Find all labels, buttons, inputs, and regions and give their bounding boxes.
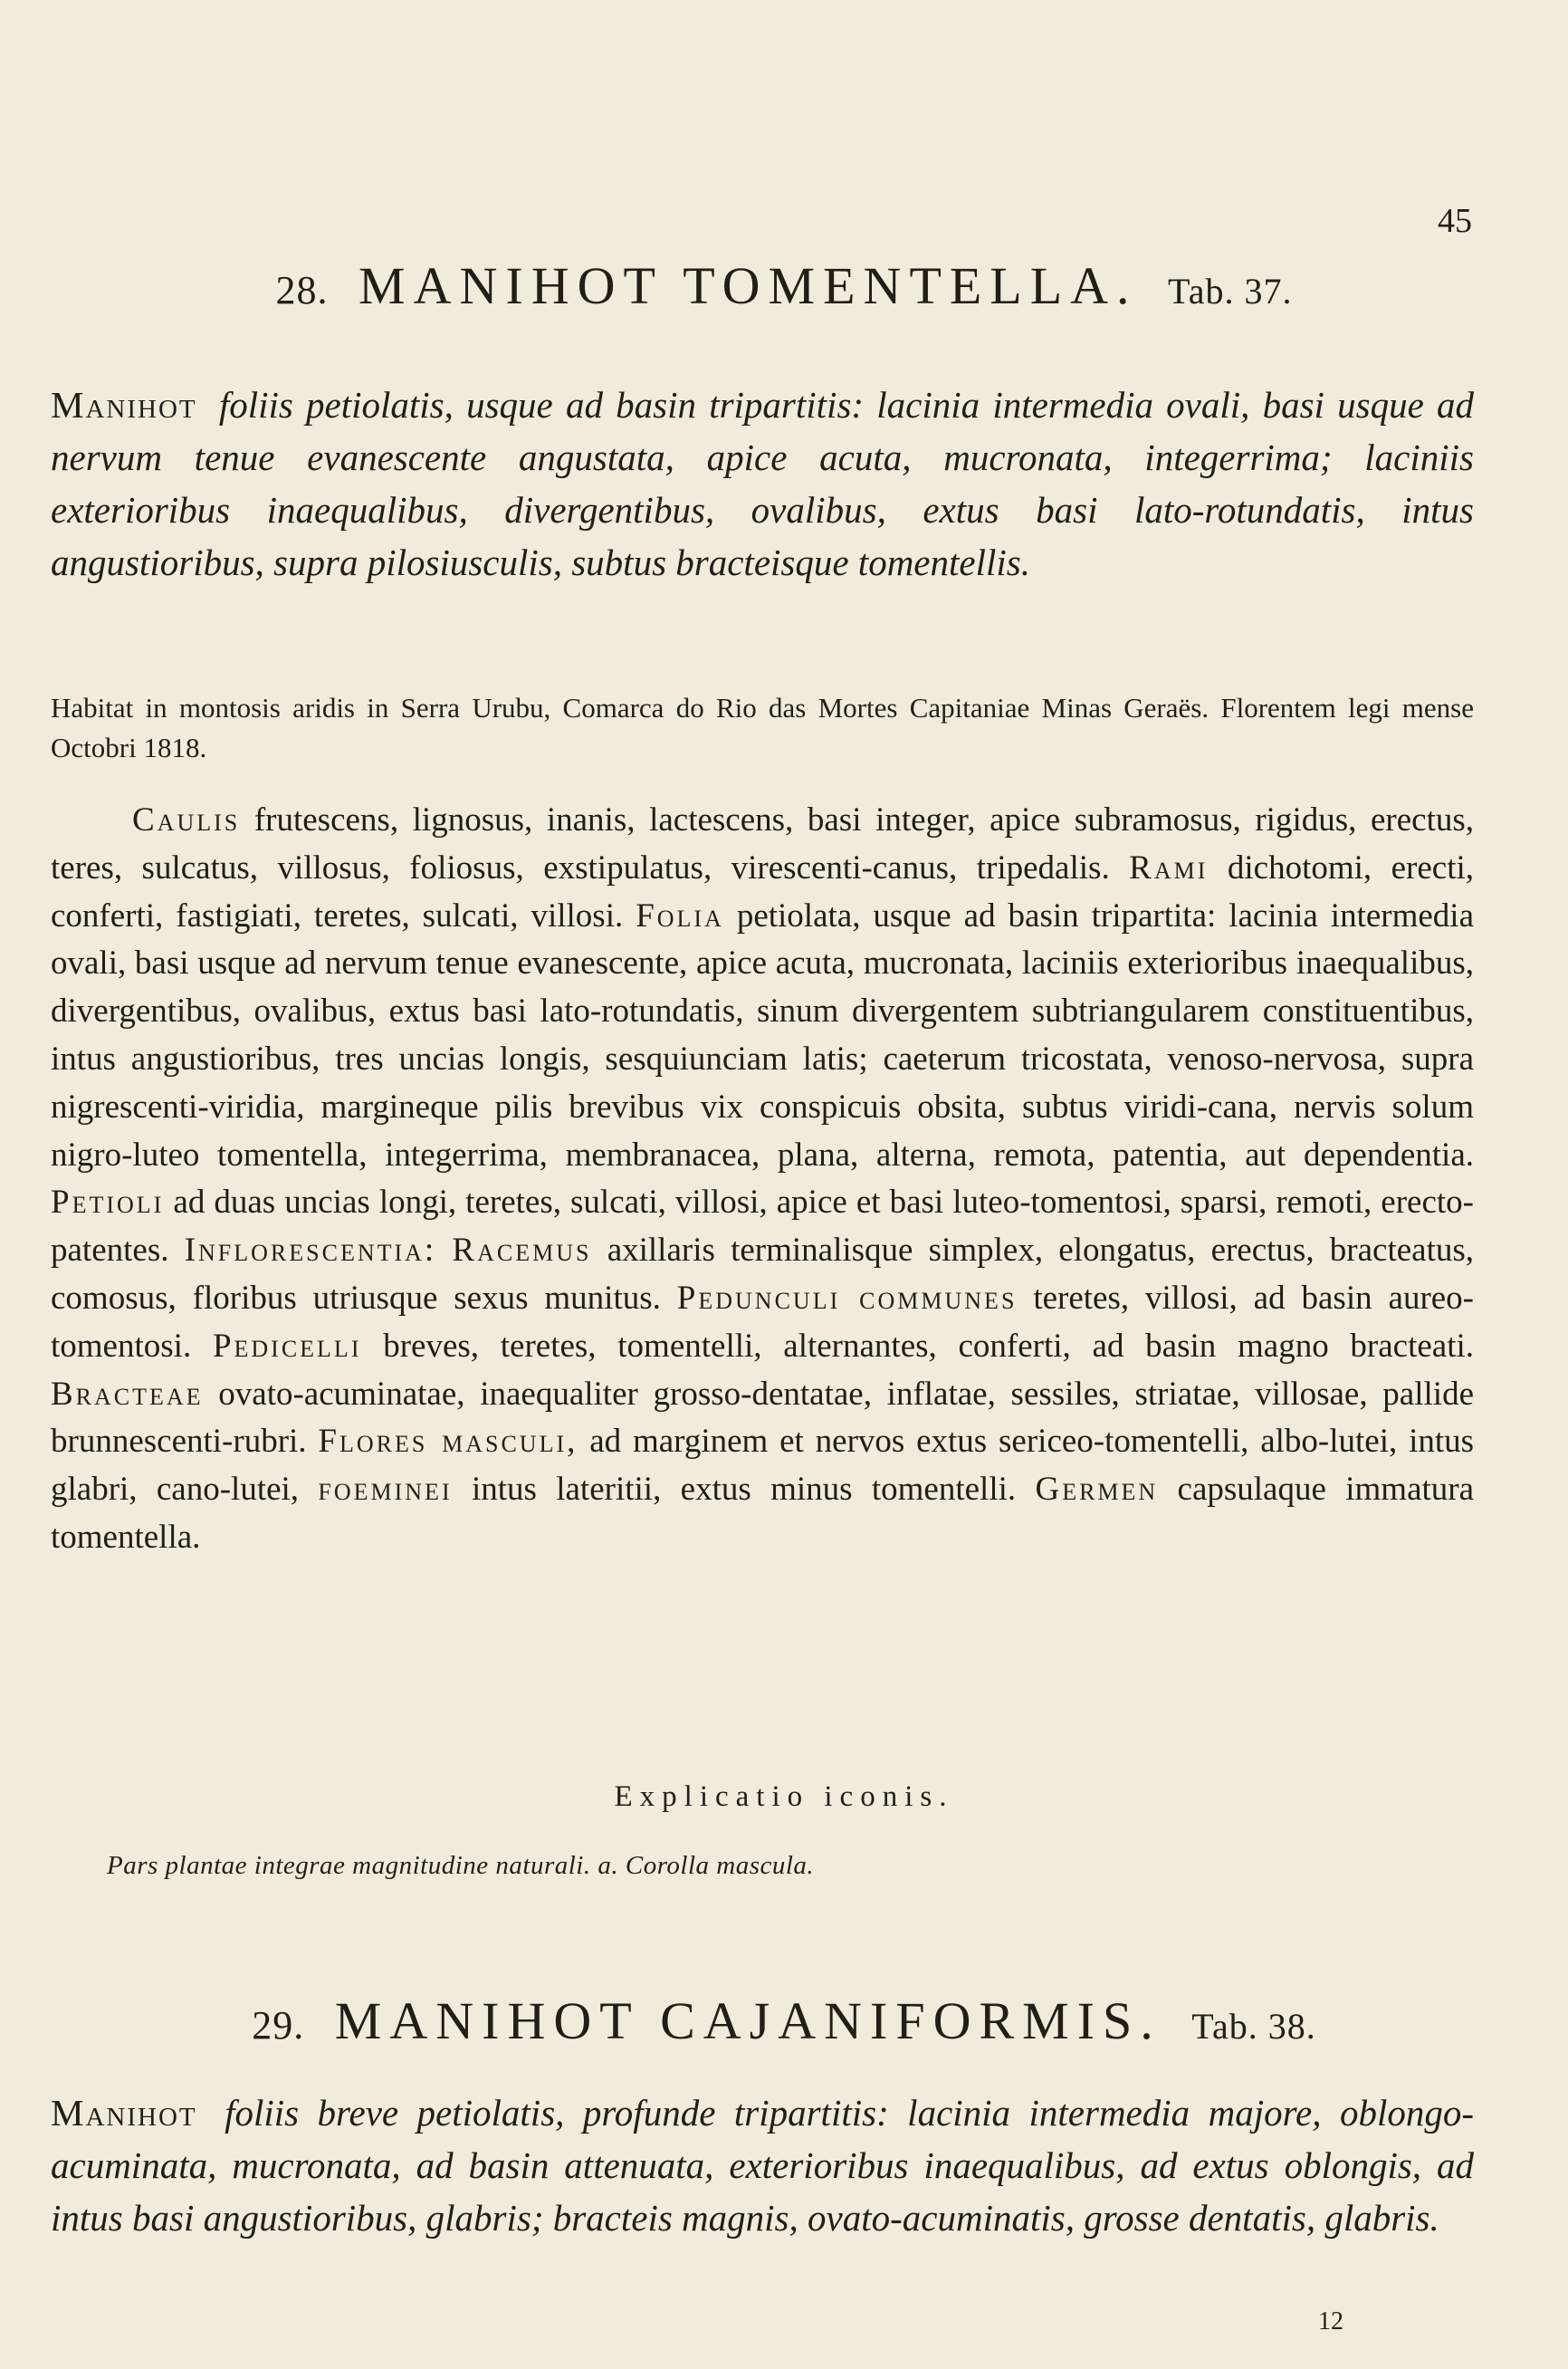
germen-label: Germen <box>1035 1471 1159 1509</box>
folia-text: petiolata, usque ad basin tripartita: lacinia intermedia ovali, basi usque ad nervum tenue evanescente, apice acuta, mucronata, laciniis exterioribus inaequalibus, divergentibus, ovalibus, extus basi lato-rotundatis, sinum divergentem subtriangularem constituentibus, intus angustioribus, tres uncias longis, sesquiunciam latis; caeterum tricostata, venoso-nervosa, supra nigrescenti-viridia, margineque pilis brevibus vix conspicuis obsita, subtus viridi-cana, nervis solum nigro-luteo tomentella, integerrima, membranacea, plana, alterna, remota, patentia, aut dependentia. <box>51 897 1474 1174</box>
species-28-plate-ref: Tab. 37. <box>1168 271 1293 312</box>
species-28-description <box>51 797 1474 1562</box>
pedicelli-text: breves, teretes, tomentelli, alternantes, conferti, ad basin magno bracteati. <box>383 1327 1475 1365</box>
caulis-text: frutescens, lignosus, inanis, lactescens, basi integer, apice subramosus, rigidus, erectus, teres, sulcatus, villosus, foliosus, exstipulatus, virescenti-canus, tripedalis. <box>51 801 1474 887</box>
rami-label: Rami <box>1129 849 1209 887</box>
flores-text: ad marginem et nervos extus sericeo-tomentelli, albo-lutei, intus glabri, cano-lutei, <box>51 1423 1475 1509</box>
species-29-heading <box>0 1990 1568 2051</box>
species-29-name: MANIHOT CAJANIFORMIS. <box>334 1991 1162 2050</box>
sheet-signature: 12 <box>1318 2307 1343 2335</box>
bracteae-text: ovato-acuminatae, inaequaliter grosso-dentatae, inflatae, sessiles, striatae, villosae, pallide brunnescenti-rubri. <box>51 1375 1474 1461</box>
species-29-diagnosis-text: foliis breve petiolatis, profunde tripartitis: lacinia intermedia majore, oblongo-acuminata, mucronata, ad basin attenuata, exterioribus inaequalibus, ad extus oblongis, ad intus basi angustioribus, glabris; bracteis magnis, ovato-acuminatis, grosse dentatis, glabris. <box>51 2092 1474 2239</box>
page-number: 45 <box>1438 202 1472 240</box>
species-29-plate-ref: Tab. 38. <box>1191 2006 1316 2047</box>
petioli-label: Petioli <box>51 1184 165 1222</box>
pedicelli-label: Pedicelli <box>212 1327 362 1365</box>
pedunculi-text: teretes, villosi, ad basin aureo-tomentosi. <box>51 1279 1475 1365</box>
foeminei-label: foeminei <box>318 1471 453 1509</box>
explicatio-heading: Explicatio iconis. <box>614 1780 954 1813</box>
flores-label: Flores masculi, <box>318 1423 578 1461</box>
caulis-label: Caulis <box>132 801 241 839</box>
bracteae-label: Bracteae <box>51 1375 204 1413</box>
foeminei-text: intus lateritii, extus minus tomentelli. <box>471 1471 1017 1509</box>
folia-label: Folia <box>636 897 724 935</box>
species-28-genus: Manihot <box>51 384 197 426</box>
pedunculi-label: Pedunculi communes <box>676 1279 1018 1317</box>
racemus-label: Racemus <box>452 1232 592 1270</box>
rami-text: dichotomi, erecti, conferti, fastigiati, teretes, sulcati, villosi. <box>51 849 1475 935</box>
species-28-diagnosis <box>51 379 1474 589</box>
species-29-genus: Manihot <box>51 2092 197 2134</box>
explicatio-text: Pars plantae integrae magnitudine naturali. a. Corolla mascula. <box>107 1851 815 1880</box>
species-28-diagnosis-text: foliis petiolatis, usque ad basin tripartitis: lacinia intermedia ovali, basi usque ad nervum tenue evanescente angustata, apice acuta, mucronata, integerrima; laciniis exterioribus inaequalibus, divergentibus, ovalibus, extus basi lato-rotundatis, intus angustioribus, supra pilosiusculis, subtus bracteisque tomentellis. <box>51 384 1474 583</box>
species-28-heading <box>0 255 1568 316</box>
species-29-number: 29. <box>252 2003 305 2048</box>
racemus-text: axillaris terminalisque simplex, elongatus, erectus, bracteatus, comosus, floribus utriusque sexus munitus. <box>51 1232 1475 1317</box>
species-28-habitat: Habitat in montosis aridis in Serra Urubu, Comarca do Rio das Mortes Capitaniae Minas Geraës. Florentem legi mense Octobri 1818. <box>51 692 1474 763</box>
species-28-name: MANIHOT TOMENTELLA. <box>359 256 1138 315</box>
germen-text: capsulaque immatura tomentella. <box>51 1471 1475 1556</box>
inflorescentia-label: Inflorescentia: <box>184 1232 437 1270</box>
petioli-text: ad duas uncias longi, teretes, sulcati, villosi, apice et basi luteo-tomentosi, sparsi, remoti, erecto-patentes. <box>51 1184 1474 1270</box>
species-29-diagnosis <box>51 2086 1474 2244</box>
species-28-number: 28. <box>275 268 329 312</box>
